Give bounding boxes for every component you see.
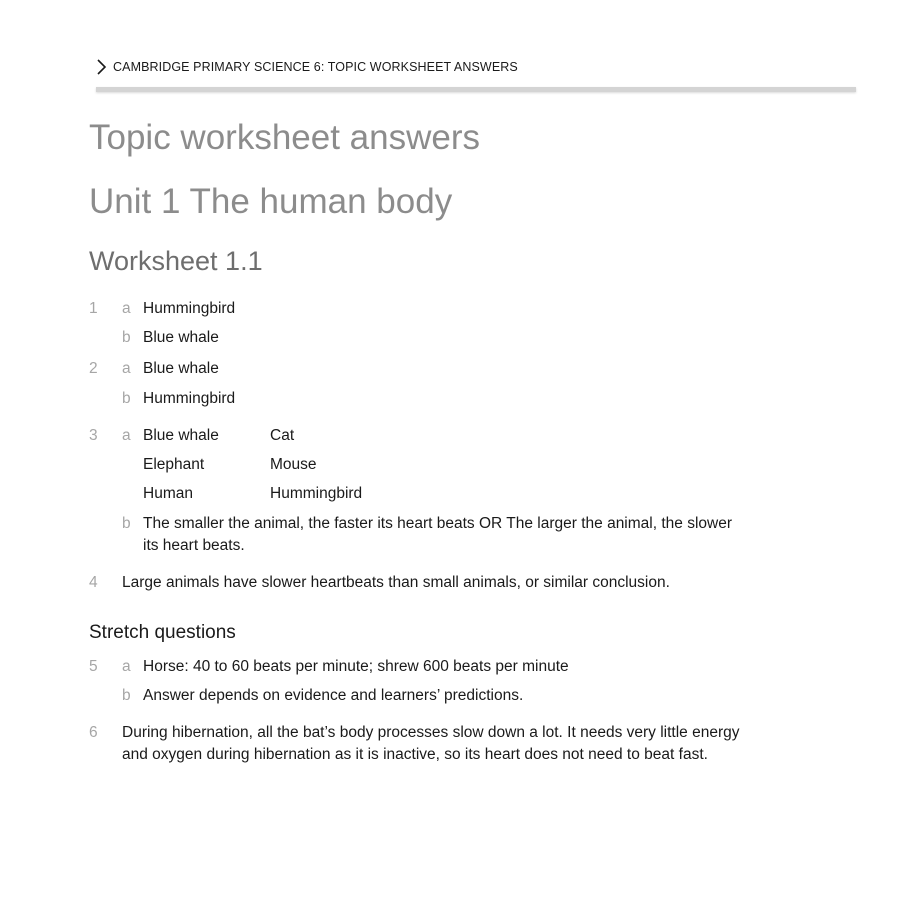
answer-text-line: The smaller the animal, the faster its heart beats OR The larger the animal, the slower [143,515,732,532]
answer-text: Blue whale [143,329,219,346]
answer-text: Hummingbird [143,390,236,407]
question-number: 2 [89,360,98,377]
question-number: 1 [89,300,98,317]
question-number: 3 [89,427,98,444]
answer-text-line: During hibernation, all the bat’s body processes slow down a lot. It needs very little energy [122,724,740,741]
worksheet-title: Worksheet 1.1 [89,246,263,276]
table-cell: Blue whale [143,427,219,444]
question-number: 6 [89,724,98,741]
sub-letter: a [122,427,131,444]
running-title: CAMBRIDGE PRIMARY SCIENCE 6: TOPIC WORKSHEET ANSWERS [113,60,518,74]
question-number: 4 [89,574,98,591]
table-cell: Mouse [270,456,317,473]
question-number: 5 [89,658,98,675]
answer-text: Horse: 40 to 60 beats per minute; shrew 600 beats per minute [143,658,569,675]
running-header [95,58,518,76]
chevron-right-icon [95,58,109,76]
answer-text-line: its heart beats. [143,537,245,554]
sub-letter: a [122,360,131,377]
page-title: Topic worksheet answers [89,118,480,157]
table-cell: Cat [270,427,295,444]
sub-letter: a [122,300,131,317]
answer-text: Hummingbird [143,300,236,317]
header-rule [96,87,856,92]
answer-text: Blue whale [143,360,219,377]
table-cell: Human [143,485,193,502]
answer-text: Large animals have slower heartbeats than small animals, or similar conclusion. [122,574,670,591]
stretch-heading: Stretch questions [89,622,236,643]
sub-letter: a [122,658,131,675]
sub-letter: b [122,329,131,346]
answer-text-line: and oxygen during hibernation as it is inactive, so its heart does not need to beat fast. [122,746,708,763]
sub-letter: b [122,687,131,704]
sub-letter: b [122,390,131,407]
table-cell: Elephant [143,456,205,473]
answer-text: Answer depends on evidence and learners’ predictions. [143,687,524,704]
table-cell: Hummingbird [270,485,363,502]
unit-title: Unit 1 The human body [89,182,453,221]
sub-letter: b [122,515,131,532]
